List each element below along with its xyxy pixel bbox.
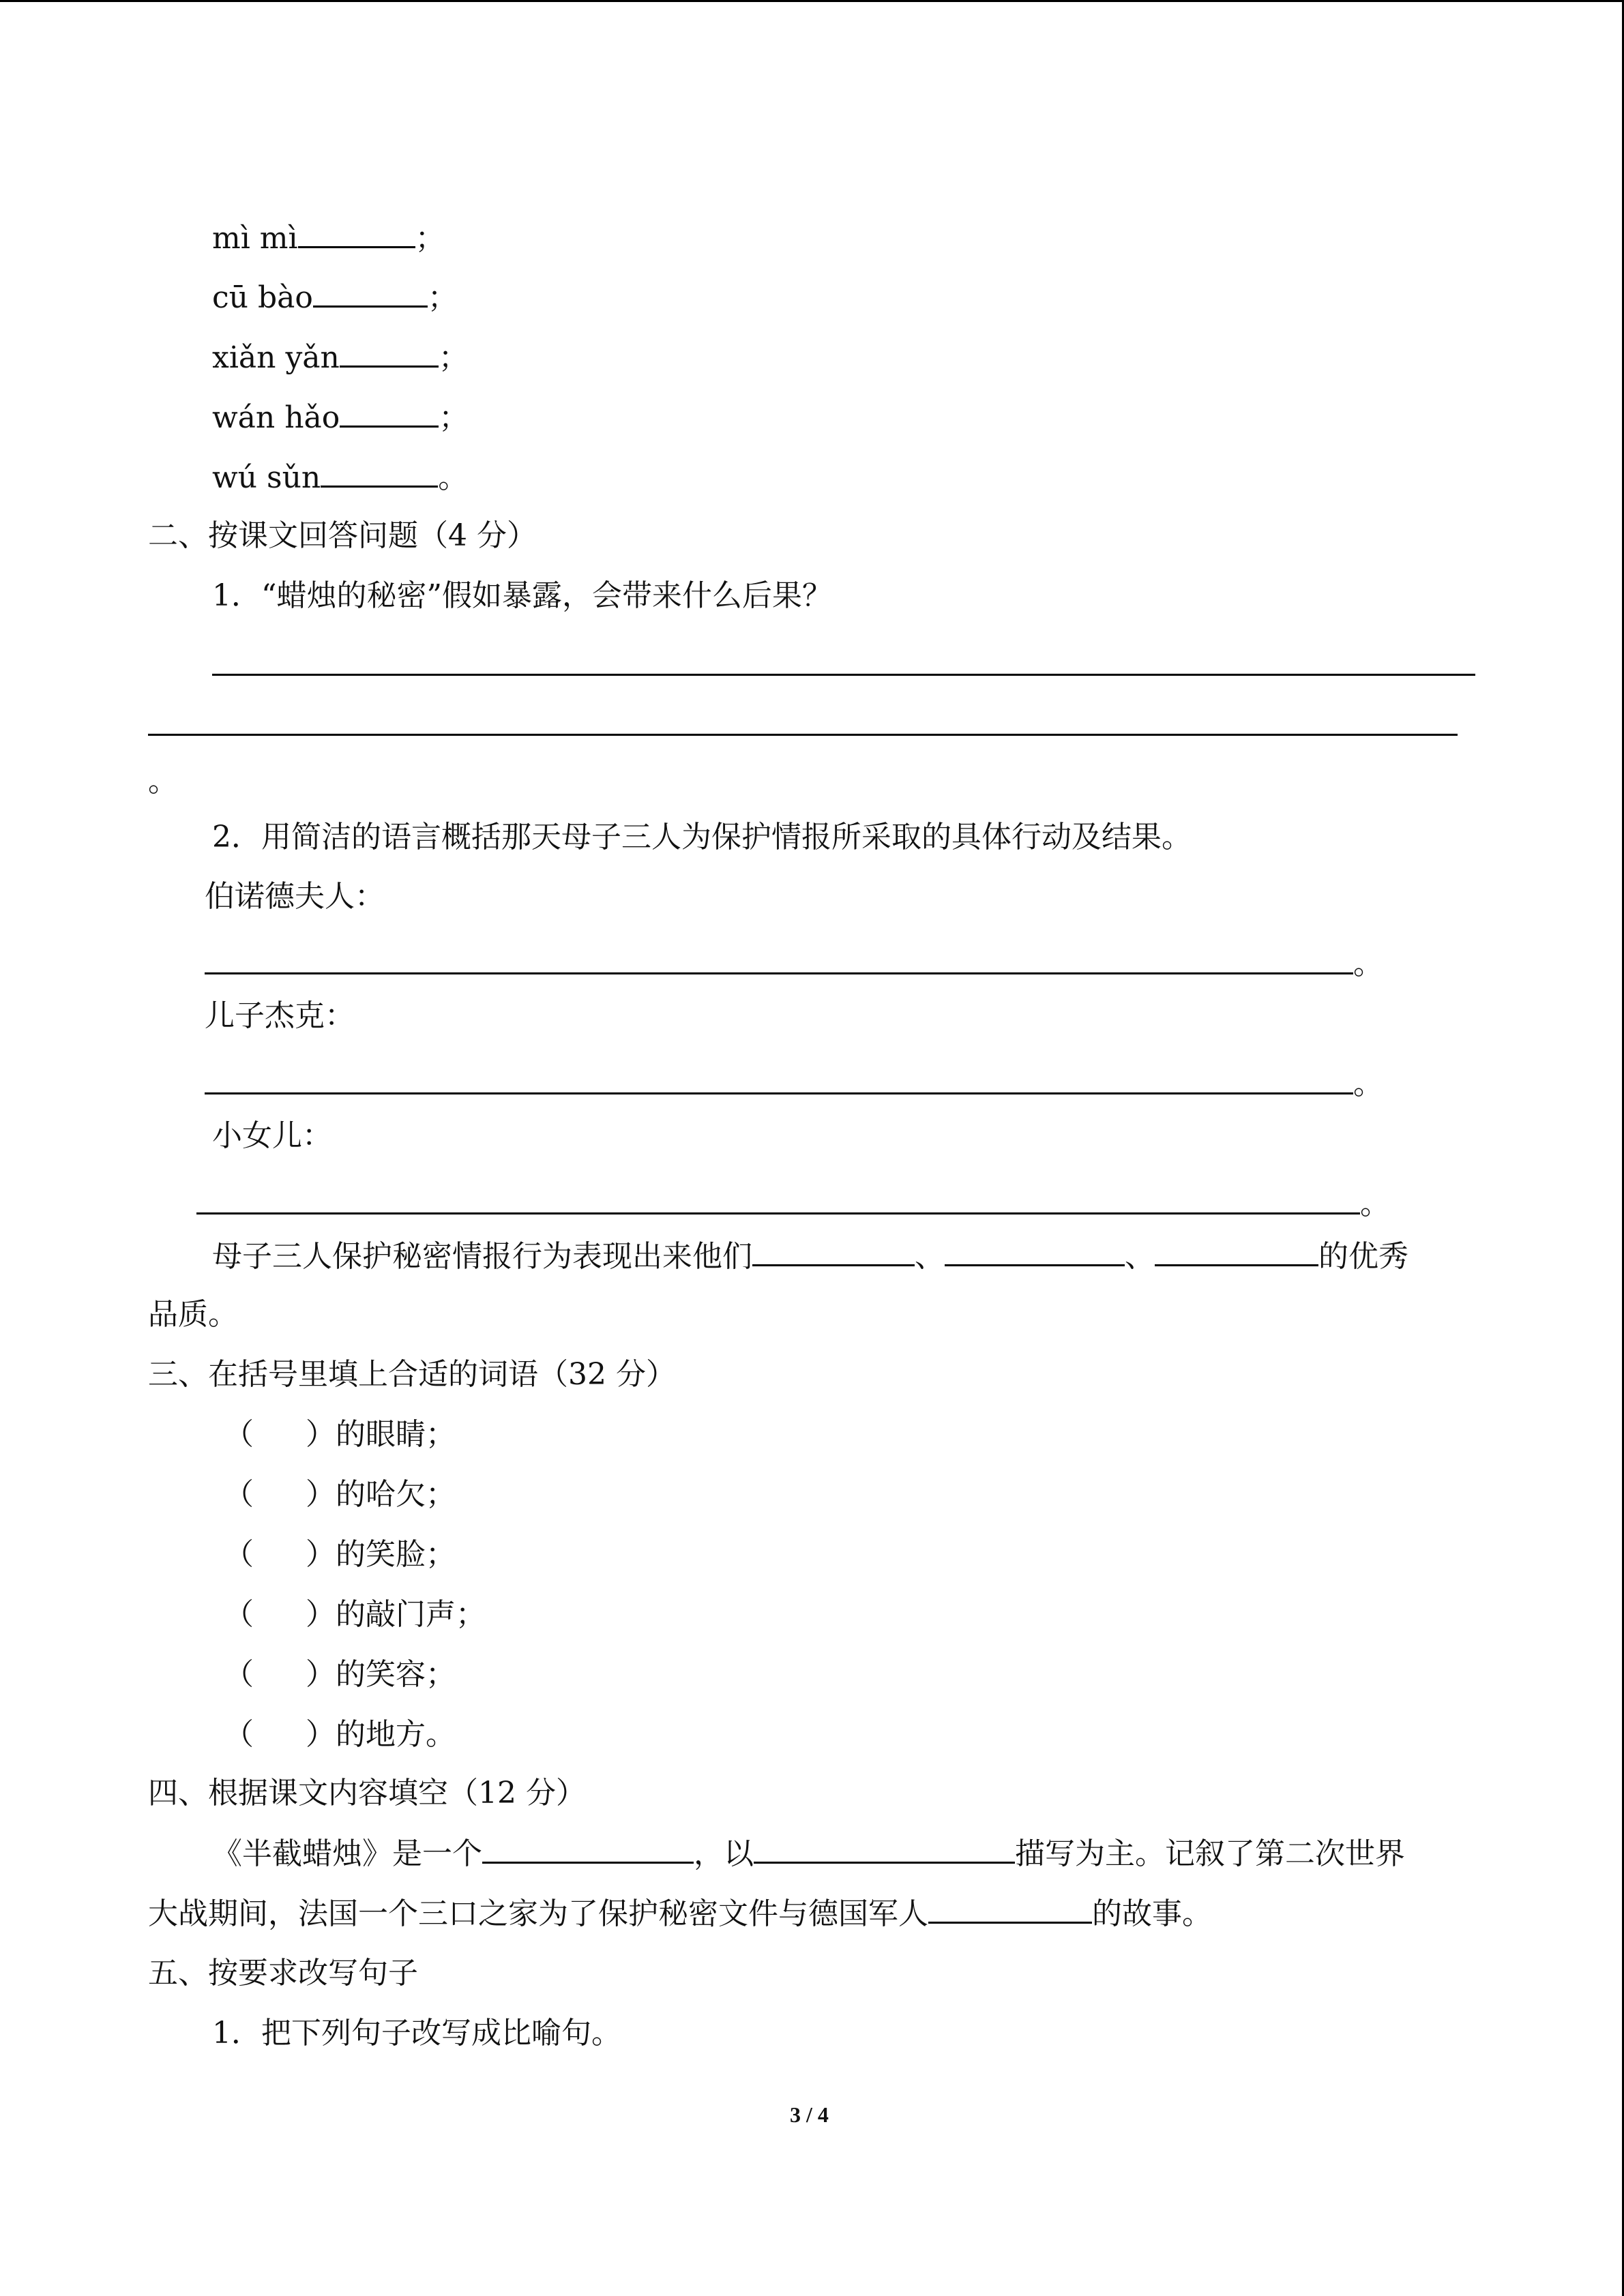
answer-blank[interactable] <box>754 1834 1015 1864</box>
answer-line[interactable] <box>205 1092 1353 1094</box>
answer-blank[interactable] <box>313 278 428 308</box>
section-5-title: 五、按要求改写句子 <box>148 1956 418 1991</box>
answer-line[interactable] <box>205 972 1353 974</box>
quality-sentence: 母子三人保护秘密情报行为表现出来他们 、 、 的优秀 <box>212 1237 1408 1276</box>
bracket-item: （ ）的眼睛； <box>224 1417 456 1452</box>
page-number: 3 / 4 <box>790 2102 829 2127</box>
person-label-mother: 伯诺德夫人： <box>205 879 385 914</box>
answer-blank[interactable] <box>928 1894 1092 1924</box>
section-4-title: 四、根据课文内容填空（12 分） <box>148 1776 586 1810</box>
question-2-1: 1．“蜡烛的秘密”假如暴露，会带来什么后果？ <box>212 578 832 613</box>
answer-blank[interactable] <box>482 1834 694 1864</box>
line-end-mark: 。 <box>1360 1187 1390 1221</box>
line-end-mark: 。 <box>148 764 178 799</box>
bracket-item: （ ）的笑容； <box>224 1657 456 1692</box>
bracket-item: （ ）的笑脸； <box>224 1537 456 1572</box>
question-2-2: 2．用简洁的语言概括那天母子三人为保护情报所采取的具体行动及结果。 <box>212 820 1192 854</box>
section-3-title: 三、在括号里填上合适的词语（32 分） <box>148 1357 676 1392</box>
pinyin-item: wú sǔn 。 <box>212 458 468 497</box>
line-end-mark: 。 <box>1353 1067 1383 1101</box>
bracket-item: （ ）的敲门声； <box>224 1597 486 1632</box>
answer-line[interactable] <box>212 674 1475 676</box>
pinyin-item: cū bào ； <box>212 278 458 317</box>
section-4-paragraph-line-2: 大战期间，法国一个三口之家为了保护秘密文件与德国军人 的故事。 <box>148 1894 1212 1933</box>
answer-blank[interactable] <box>340 338 439 368</box>
pinyin-item: wán hǎo ； <box>212 398 469 437</box>
bracket-item: （ ）的哈欠； <box>224 1477 456 1512</box>
pinyin-item: xiǎn yǎn ； <box>212 338 469 377</box>
answer-blank[interactable] <box>321 458 438 488</box>
pinyin-item: mì mì ； <box>212 219 445 258</box>
person-label-son: 儿子杰克： <box>205 998 355 1033</box>
answer-line[interactable] <box>148 734 1458 736</box>
bracket-item: （ ）的地方。 <box>224 1717 456 1752</box>
answer-blank[interactable] <box>1155 1237 1318 1266</box>
section-2-title: 二、按课文回答问题（4 分） <box>148 518 537 553</box>
question-5-1: 1．把下列句子改写成比喻句。 <box>212 2016 621 2051</box>
answer-blank[interactable] <box>298 219 415 248</box>
answer-blank[interactable] <box>752 1237 915 1266</box>
person-label-daughter: 小女儿： <box>212 1118 332 1153</box>
answer-blank[interactable] <box>945 1237 1125 1266</box>
answer-blank[interactable] <box>340 398 439 428</box>
quality-sentence-continued: 品质。 <box>148 1297 238 1332</box>
section-4-paragraph-line-1: 《半截蜡烛》是一个 ，以 描写为主。记叙了第二次世界 <box>212 1834 1405 1873</box>
answer-line[interactable] <box>196 1212 1360 1214</box>
line-end-mark: 。 <box>1353 946 1383 981</box>
